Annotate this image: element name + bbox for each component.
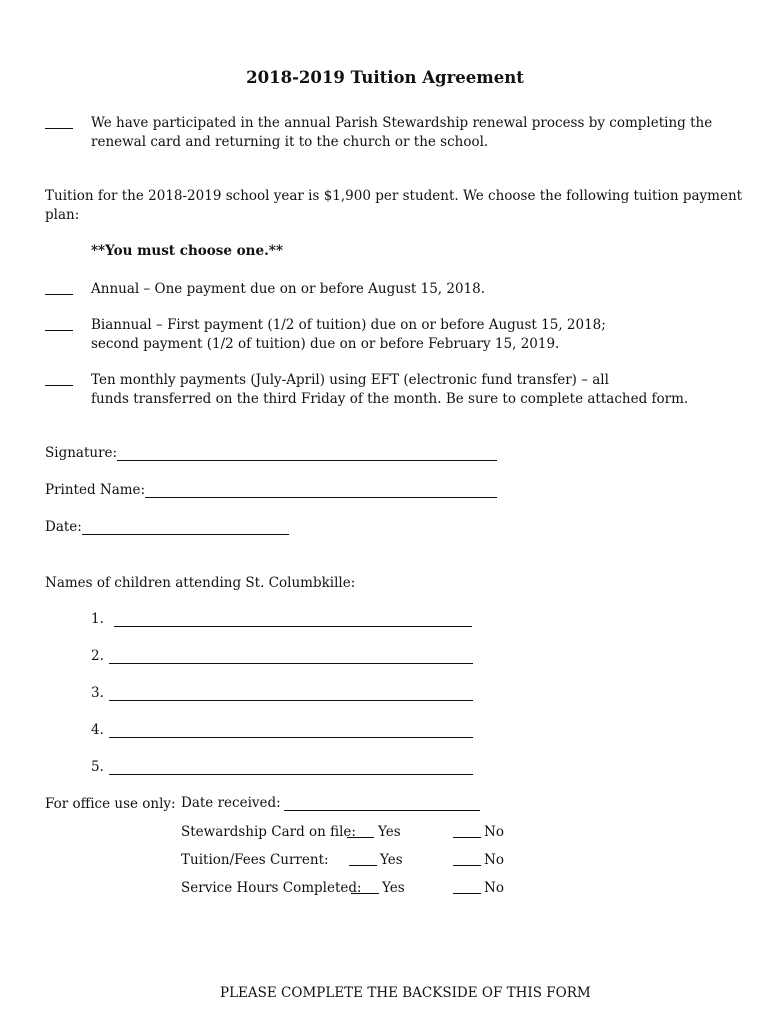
must-choose-note: **You must choose one.** xyxy=(91,243,283,259)
child-number: 4. xyxy=(91,722,104,738)
plan-biannual-checkbox-blank[interactable] xyxy=(45,316,73,331)
child-row xyxy=(91,759,473,775)
tuition-intro xyxy=(45,187,742,224)
signature-label: Signature: xyxy=(45,445,118,461)
stewardship-card-no-blank[interactable] xyxy=(453,823,481,838)
child-name-field-2[interactable] xyxy=(109,649,473,664)
plan-biannual-line-2: second payment (1/2 of tuition) due on or before February 15, 2019. xyxy=(91,335,560,352)
plan-biannual xyxy=(91,316,606,353)
plan-annual-line-1: Annual – One payment due on or before August 15, 2018. xyxy=(91,281,486,297)
yes-label: Yes xyxy=(380,852,403,868)
plan-monthly xyxy=(91,371,688,408)
tuition-intro-line-2: plan: xyxy=(45,206,80,223)
tuition-fees-yes-blank[interactable] xyxy=(349,851,377,866)
child-row xyxy=(91,648,473,664)
child-row xyxy=(91,611,472,627)
printed-name-row xyxy=(45,482,497,498)
backside-notice: PLEASE COMPLETE THE BACKSIDE OF THIS FORM xyxy=(220,985,591,1001)
office-use-label: For office use only: xyxy=(45,796,176,812)
office-row-label: Service Hours Completed: xyxy=(181,880,362,896)
office-row-label: Tuition/Fees Current: xyxy=(181,852,329,868)
children-label: Names of children attending St. Columbkille: xyxy=(45,575,356,591)
page-title: 2018-2019 Tuition Agreement xyxy=(246,68,524,87)
no-label: No xyxy=(484,880,504,896)
date-label: Date: xyxy=(45,519,82,535)
child-number: 3. xyxy=(91,685,104,701)
tuition-intro-line-1: Tuition for the 2018-2019 school year is $1,900 per student. We choose the following tuition payment xyxy=(45,188,743,204)
signature-field[interactable] xyxy=(117,446,497,461)
date-received-label: Date received: xyxy=(181,795,281,811)
date-received-row xyxy=(181,795,480,811)
no-label: No xyxy=(484,824,504,840)
signature-row xyxy=(45,445,497,461)
child-number: 2. xyxy=(91,648,104,664)
yes-label: Yes xyxy=(378,824,401,840)
plan-annual xyxy=(91,280,485,299)
date-received-field[interactable] xyxy=(284,796,480,811)
service-hours-yes-blank[interactable] xyxy=(351,879,379,894)
stewardship-card-yes-blank[interactable] xyxy=(347,823,374,838)
child-number: 1. xyxy=(91,611,104,627)
child-name-field-1[interactable] xyxy=(114,612,472,627)
stewardship-statement xyxy=(91,114,712,151)
office-row-label: Stewardship Card on file: xyxy=(181,824,356,840)
stewardship-checkbox-blank[interactable] xyxy=(45,114,73,129)
date-field[interactable] xyxy=(82,520,289,535)
child-row xyxy=(91,685,473,701)
child-number: 5. xyxy=(91,759,104,775)
printed-name-field[interactable] xyxy=(145,483,497,498)
child-row xyxy=(91,722,473,738)
child-name-field-4[interactable] xyxy=(109,723,473,738)
stewardship-line-2: renewal card and returning it to the church or the school. xyxy=(91,133,489,150)
child-name-field-5[interactable] xyxy=(109,760,473,775)
stewardship-line-1: We have participated in the annual Parish Stewardship renewal process by completing the xyxy=(91,115,713,131)
plan-annual-checkbox-blank[interactable] xyxy=(45,280,73,295)
child-name-field-3[interactable] xyxy=(109,686,473,701)
plan-monthly-line-1: Ten monthly payments (July-April) using EFT (electronic fund transfer) – all xyxy=(91,372,609,388)
tuition-fees-no-blank[interactable] xyxy=(453,851,481,866)
printed-name-label: Printed Name: xyxy=(45,482,146,498)
no-label: No xyxy=(484,852,504,868)
service-hours-no-blank[interactable] xyxy=(453,879,481,894)
plan-biannual-line-1: Biannual – First payment (1/2 of tuition) due on or before August 15, 2018; xyxy=(91,317,606,333)
plan-monthly-checkbox-blank[interactable] xyxy=(45,371,73,386)
date-row xyxy=(45,519,289,535)
plan-monthly-line-2: funds transferred on the third Friday of the month. Be sure to complete attached form. xyxy=(91,390,689,407)
yes-label: Yes xyxy=(382,880,405,896)
